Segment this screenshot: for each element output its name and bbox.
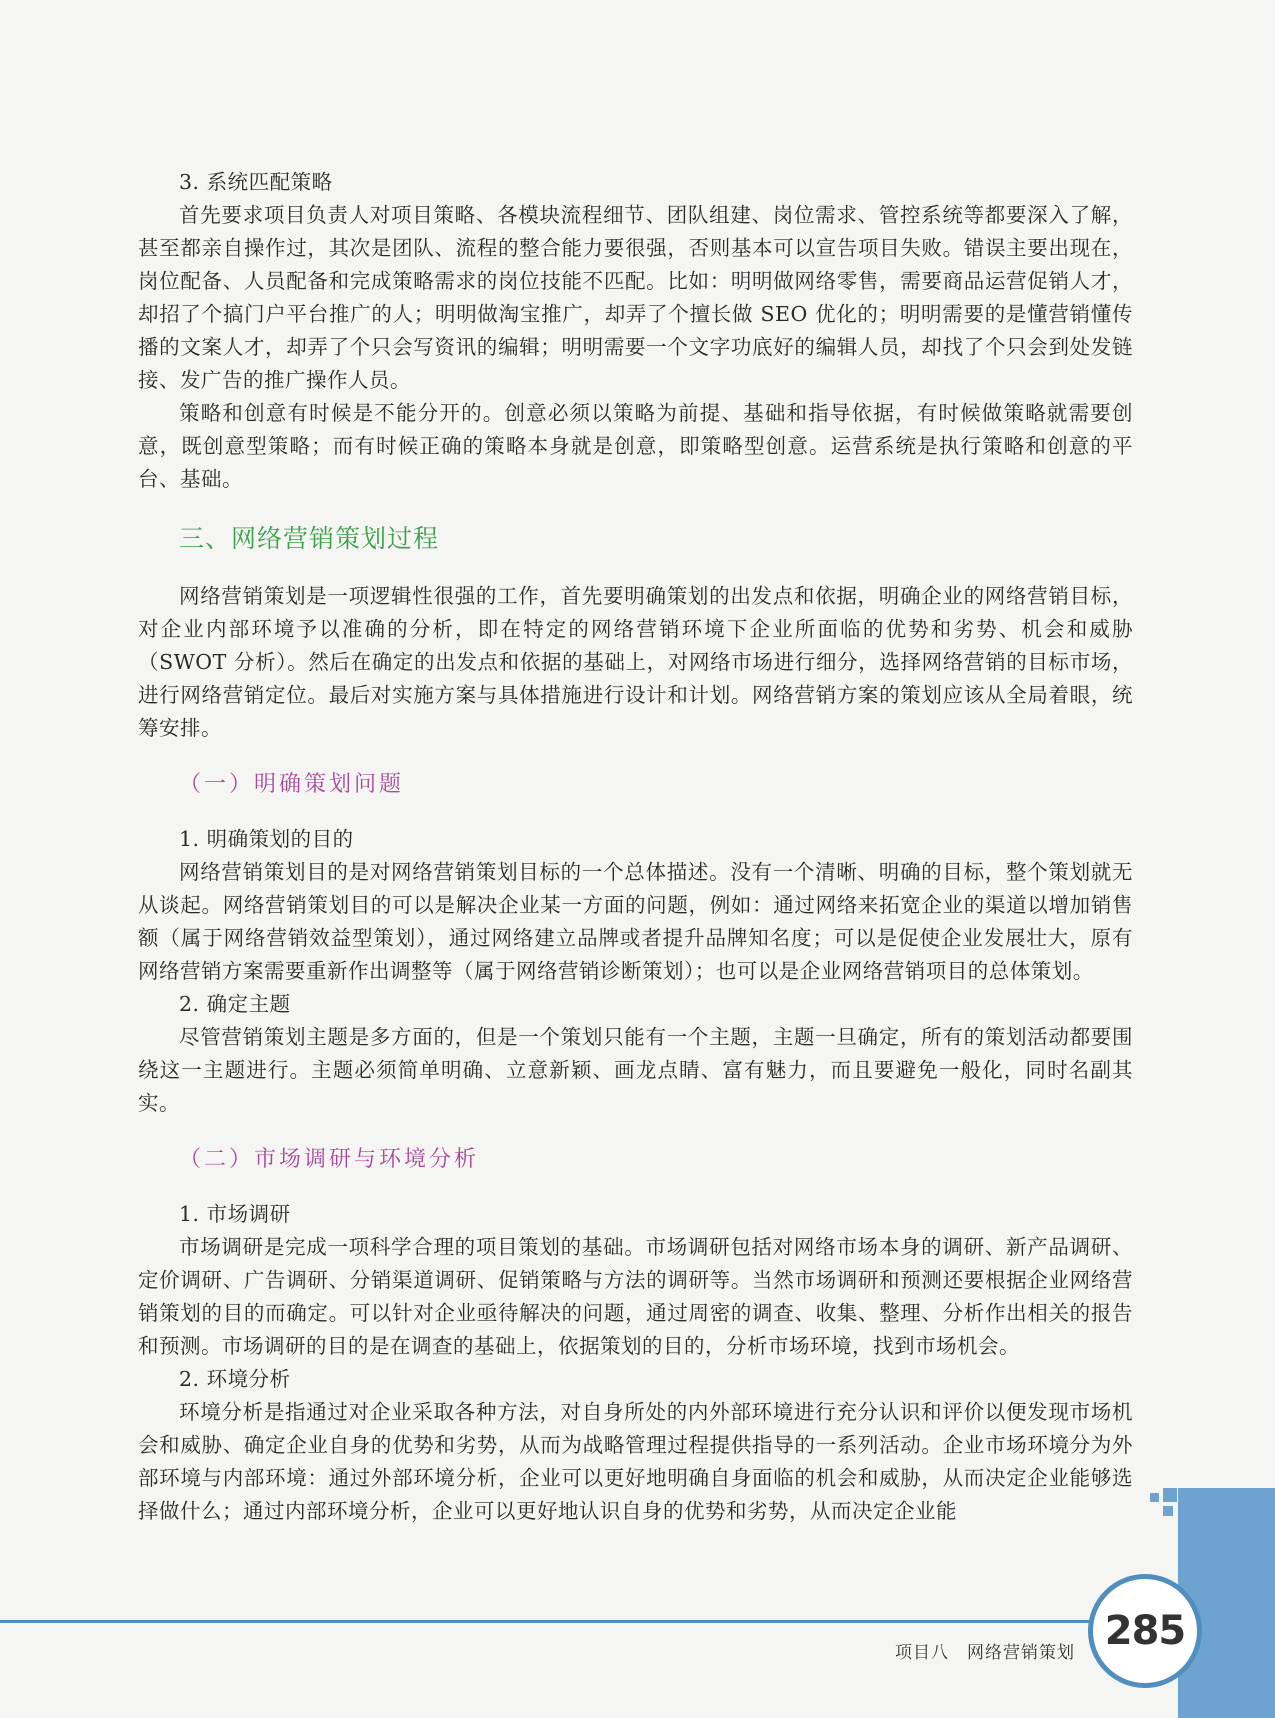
subsection-title: 3. 系统匹配策略 — [179, 170, 333, 194]
subsection-heading: （二）市场调研与环境分析 — [179, 1147, 480, 1172]
page-body — [138, 166, 1133, 1528]
decor-square — [1163, 1488, 1177, 1502]
paragraph: 网络营销策划是一项逻辑性很强的工作，首先要明确策划的出发点和依据，明确企业的网络营销目标，对企业内部环境予以准确的分析，即在特定的网络营销环境下企业所面临的优势和劣势、机会和威胁（SWOT 分析）。然后在确定的出发点和依据的基础上，对网络市场进行细分，选择网络营销的目标市场，进行网络营销定位。最后对实施方案与具体措施进行设计和计划。网络营销方案的策划应该从全局着眼，统筹安排。 — [138, 584, 1133, 740]
subsection-title: 2. 环境分析 — [179, 1367, 291, 1391]
decor-square — [1163, 1506, 1173, 1516]
paragraph: 策略和创意有时候是不能分开的。创意必须以策略为前提、基础和指导依据，有时候做策略就需要创意，既创意型策略；而有时候正确的策略本身就是创意，即策略型创意。运营系统是执行策略和创意的平台、基础。 — [138, 401, 1133, 491]
subsection-title: 2. 确定主题 — [179, 992, 291, 1016]
footer-rule — [0, 1620, 1110, 1623]
paragraph: 首先要求项目负责人对项目策略、各模块流程细节、团队组建、岗位需求、管控系统等都要深入了解，甚至都亲自操作过，其次是团队、流程的整合能力要很强，否则基本可以宣告项目失败。错误主要出现在，岗位配备、人员配备和完成策略需求的岗位技能不匹配。比如：明明做网络零售，需要商品运营促销人才，却招了个搞门户平台推广的人；明明做淘宝推广，却弄了个擅长做 SEO 优化的；明明需要的是懂营销懂传播的文案人才，却弄了个只会写资讯的编辑；明明需要一个文字功底好的编辑人员，却找了个只会到处发链接、发广告的推广操作人员。 — [138, 203, 1133, 392]
decor-square — [1150, 1493, 1159, 1502]
subsection-title: 1. 明确策划的目的 — [179, 827, 354, 851]
paragraph: 环境分析是指通过对企业采取各种方法，对自身所处的内外部环境进行充分认识和评价以便发现市场机会和威胁、确定企业自身的优势和劣势，从而为战略管理过程提供指导的一系列活动。企业市场环境分为外部环境与内部环境：通过外部环境分析，企业可以更好地明确自身面临的机会和威胁，从而决定企业能够选择做什么；通过内部环境分析，企业可以更好地认识自身的优势和劣势，从而决定企业能 — [138, 1400, 1133, 1523]
paragraph: 网络营销策划目的是对网络营销策划目标的一个总体描述。没有一个清晰、明确的目标，整个策划就无从谈起。网络营销策划目的可以是解决企业某一方面的问题，例如：通过网络来拓宽企业的渠道以增加销售额（属于网络营销效益型策划），通过网络建立品牌或者提升品牌知名度；可以是促使企业发展壮大，原有网络营销方案需要重新作出调整等（属于网络营销诊断策划）；也可以是企业网络营销项目的总体策划。 — [138, 860, 1133, 983]
running-footer: 项目八 网络营销策划 — [895, 1643, 1075, 1663]
section-heading: 三、网络营销策划过程 — [179, 524, 440, 553]
page-number-badge — [1088, 1574, 1202, 1688]
paragraph: 市场调研是完成一项科学合理的项目策划的基础。市场调研包括对网络市场本身的调研、新产品调研、定价调研、广告调研、分销渠道调研、促销策略与方法的调研等。当然市场调研和预测还要根据企业网络营销策划的目的而确定。可以针对企业亟待解决的问题，通过周密的调查、收集、整理、分析作出相关的报告和预测。市场调研的目的是在调查的基础上，依据策划的目的，分析市场环境，找到市场机会。 — [138, 1235, 1133, 1358]
paragraph: 尽管营销策划主题是多方面的，但是一个策划只能有一个主题，主题一旦确定，所有的策划活动都要围绕这一主题进行。主题必须简单明确、立意新颖、画龙点睛、富有魅力，而且要避免一般化，同时名副其实。 — [138, 1025, 1133, 1115]
subsection-heading: （一）明确策划问题 — [179, 772, 405, 797]
subsection-title: 1. 市场调研 — [179, 1202, 291, 1226]
page-number: 285 — [1104, 1608, 1186, 1654]
